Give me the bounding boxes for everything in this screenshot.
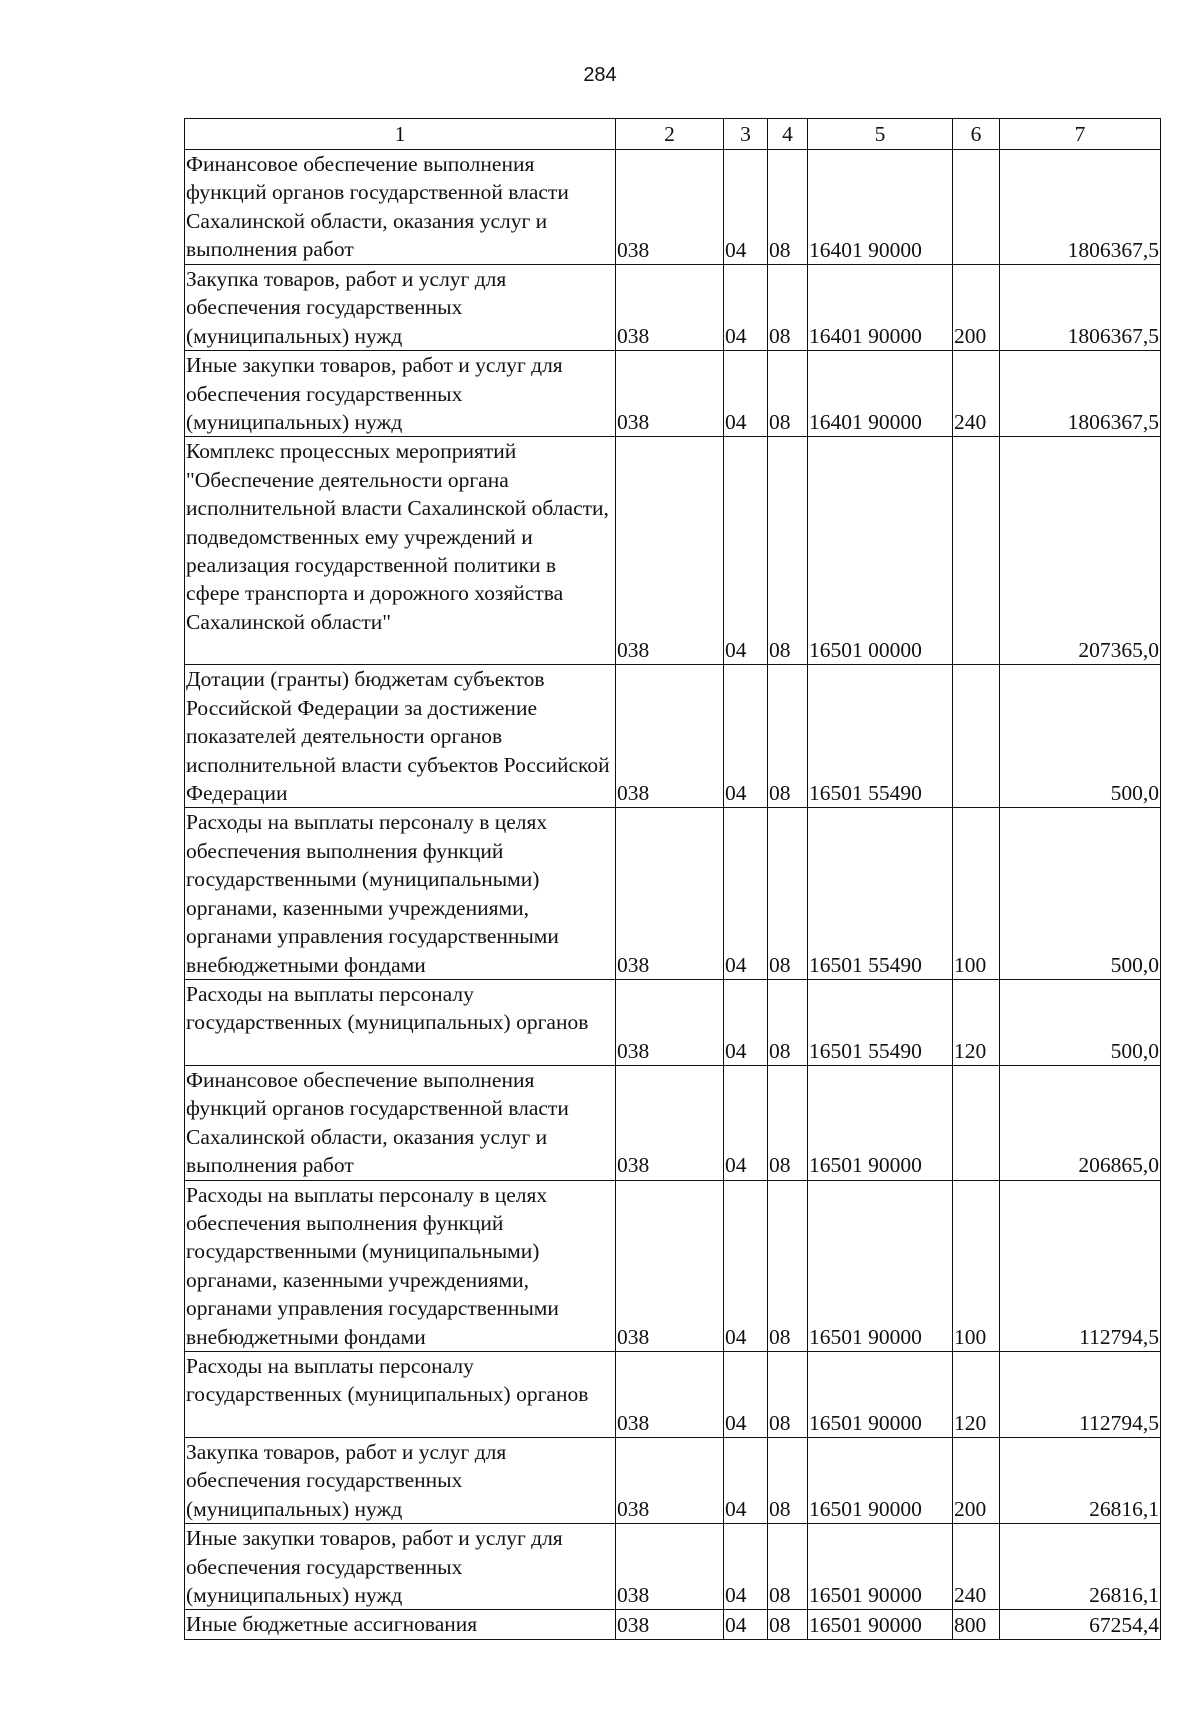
table-row bbox=[185, 1437, 1161, 1523]
row-glava: 038 bbox=[616, 150, 724, 265]
row-name: Расходы на выплаты персоналу в целях обеспечения выполнения функций государственными (муниципальными) органами, казенными учреждениями, органами управления государственными внебюджетными фондами bbox=[185, 1180, 616, 1351]
row-subsection: 08 bbox=[768, 1351, 808, 1437]
row-subsection: 08 bbox=[768, 1065, 808, 1180]
row-name: Дотации (гранты) бюджетам субъектов Российской Федерации за достижение показателей деятельности органов исполнительной власти субъектов Российской Федерации bbox=[185, 665, 616, 808]
row-sum: 67254,4 bbox=[1000, 1610, 1161, 1640]
row-section: 04 bbox=[724, 979, 768, 1065]
row-section: 04 bbox=[724, 808, 768, 979]
row-glava: 038 bbox=[616, 265, 724, 351]
row-name: Финансовое обеспечение выполнения функций органов государственной власти Сахалинской области, оказания услуг и выполнения работ bbox=[185, 150, 616, 265]
row-expense-type bbox=[953, 1065, 1000, 1180]
row-subsection: 08 bbox=[768, 1180, 808, 1351]
row-section: 04 bbox=[724, 1437, 768, 1523]
table-row bbox=[185, 150, 1161, 265]
row-section: 04 bbox=[724, 1065, 768, 1180]
row-glava: 038 bbox=[616, 808, 724, 979]
row-expense-type: 200 bbox=[953, 265, 1000, 351]
row-target-article: 16501 90000 bbox=[808, 1065, 953, 1180]
row-target-article: 16501 90000 bbox=[808, 1610, 953, 1640]
row-section: 04 bbox=[724, 351, 768, 437]
row-name: Расходы на выплаты персоналу государственных (муниципальных) органов bbox=[185, 979, 616, 1065]
row-section: 04 bbox=[724, 1524, 768, 1610]
table-row bbox=[185, 1610, 1161, 1640]
row-expense-type: 100 bbox=[953, 808, 1000, 979]
row-sum: 206865,0 bbox=[1000, 1065, 1161, 1180]
row-glava: 038 bbox=[616, 437, 724, 665]
row-expense-type: 200 bbox=[953, 1437, 1000, 1523]
row-name: Иные бюджетные ассигнования bbox=[185, 1610, 616, 1640]
row-glava: 038 bbox=[616, 665, 724, 808]
row-target-article: 16401 90000 bbox=[808, 351, 953, 437]
row-sum: 207365,0 bbox=[1000, 437, 1161, 665]
row-sum: 26816,1 bbox=[1000, 1524, 1161, 1610]
budget-table bbox=[184, 118, 1161, 1640]
row-glava: 038 bbox=[616, 979, 724, 1065]
row-target-article: 16501 90000 bbox=[808, 1180, 953, 1351]
row-target-article: 16501 00000 bbox=[808, 437, 953, 665]
row-name: Иные закупки товаров, работ и услуг для обеспечения государственных (муниципальных) нужд bbox=[185, 351, 616, 437]
row-name: Расходы на выплаты персоналу государственных (муниципальных) органов bbox=[185, 1351, 616, 1437]
row-section: 04 bbox=[724, 150, 768, 265]
row-section: 04 bbox=[724, 265, 768, 351]
column-header: 5 bbox=[808, 119, 953, 150]
row-name: Комплекс процессных мероприятий "Обеспечение деятельности органа исполнительной власти Сахалинской области, подведомственных ему учреждений и реализация государственной политики в сфере транспорта и дорожного хозяйства Сахалинской области" bbox=[185, 437, 616, 665]
row-expense-type: 800 bbox=[953, 1610, 1000, 1640]
row-expense-type bbox=[953, 665, 1000, 808]
column-header: 3 bbox=[724, 119, 768, 150]
row-name: Финансовое обеспечение выполнения функций органов государственной власти Сахалинской области, оказания услуг и выполнения работ bbox=[185, 1065, 616, 1180]
table-row bbox=[185, 1065, 1161, 1180]
row-glava: 038 bbox=[616, 1351, 724, 1437]
row-target-article: 16501 55490 bbox=[808, 979, 953, 1065]
row-glava: 038 bbox=[616, 351, 724, 437]
row-target-article: 16401 90000 bbox=[808, 265, 953, 351]
row-name: Закупка товаров, работ и услуг для обеспечения государственных (муниципальных) нужд bbox=[185, 265, 616, 351]
table-row bbox=[185, 1180, 1161, 1351]
row-sum: 500,0 bbox=[1000, 665, 1161, 808]
row-sum: 112794,5 bbox=[1000, 1180, 1161, 1351]
row-sum: 112794,5 bbox=[1000, 1351, 1161, 1437]
row-subsection: 08 bbox=[768, 150, 808, 265]
row-name: Закупка товаров, работ и услуг для обеспечения государственных (муниципальных) нужд bbox=[185, 1437, 616, 1523]
row-glava: 038 bbox=[616, 1437, 724, 1523]
row-subsection: 08 bbox=[768, 1437, 808, 1523]
row-section: 04 bbox=[724, 1610, 768, 1640]
row-sum: 1806367,5 bbox=[1000, 265, 1161, 351]
row-expense-type: 240 bbox=[953, 351, 1000, 437]
row-target-article: 16501 90000 bbox=[808, 1351, 953, 1437]
row-glava: 038 bbox=[616, 1524, 724, 1610]
row-sum: 500,0 bbox=[1000, 808, 1161, 979]
table-row bbox=[185, 979, 1161, 1065]
row-sum: 500,0 bbox=[1000, 979, 1161, 1065]
row-subsection: 08 bbox=[768, 1610, 808, 1640]
row-target-article: 16501 55490 bbox=[808, 665, 953, 808]
row-target-article: 16501 55490 bbox=[808, 808, 953, 979]
row-subsection: 08 bbox=[768, 351, 808, 437]
row-expense-type: 100 bbox=[953, 1180, 1000, 1351]
row-sum: 1806367,5 bbox=[1000, 150, 1161, 265]
column-header: 1 bbox=[185, 119, 616, 150]
column-header: 6 bbox=[953, 119, 1000, 150]
row-glava: 038 bbox=[616, 1610, 724, 1640]
row-expense-type bbox=[953, 437, 1000, 665]
row-section: 04 bbox=[724, 1180, 768, 1351]
row-expense-type: 120 bbox=[953, 1351, 1000, 1437]
table-row bbox=[185, 437, 1161, 665]
table-row bbox=[185, 265, 1161, 351]
row-expense-type bbox=[953, 150, 1000, 265]
row-section: 04 bbox=[724, 665, 768, 808]
row-section: 04 bbox=[724, 437, 768, 665]
table-row bbox=[185, 808, 1161, 979]
row-subsection: 08 bbox=[768, 808, 808, 979]
table-row bbox=[185, 351, 1161, 437]
row-glava: 038 bbox=[616, 1065, 724, 1180]
column-header: 7 bbox=[1000, 119, 1161, 150]
page-number: 284 bbox=[583, 64, 617, 86]
row-subsection: 08 bbox=[768, 1524, 808, 1610]
row-target-article: 16501 90000 bbox=[808, 1437, 953, 1523]
row-name: Расходы на выплаты персоналу в целях обеспечения выполнения функций государственными (муниципальными) органами, казенными учреждениями, органами управления государственными внебюджетными фондами bbox=[185, 808, 616, 979]
row-target-article: 16401 90000 bbox=[808, 150, 953, 265]
row-expense-type: 120 bbox=[953, 979, 1000, 1065]
column-header: 2 bbox=[616, 119, 724, 150]
row-target-article: 16501 90000 bbox=[808, 1524, 953, 1610]
row-section: 04 bbox=[724, 1351, 768, 1437]
table-row bbox=[185, 665, 1161, 808]
column-header: 4 bbox=[768, 119, 808, 150]
row-sum: 26816,1 bbox=[1000, 1437, 1161, 1523]
row-expense-type: 240 bbox=[953, 1524, 1000, 1610]
table-row bbox=[185, 1351, 1161, 1437]
table-row bbox=[185, 1524, 1161, 1610]
table-header-row bbox=[185, 119, 1161, 150]
row-glava: 038 bbox=[616, 1180, 724, 1351]
row-subsection: 08 bbox=[768, 665, 808, 808]
row-subsection: 08 bbox=[768, 979, 808, 1065]
row-name: Иные закупки товаров, работ и услуг для обеспечения государственных (муниципальных) нужд bbox=[185, 1524, 616, 1610]
row-subsection: 08 bbox=[768, 265, 808, 351]
row-subsection: 08 bbox=[768, 437, 808, 665]
row-sum: 1806367,5 bbox=[1000, 351, 1161, 437]
